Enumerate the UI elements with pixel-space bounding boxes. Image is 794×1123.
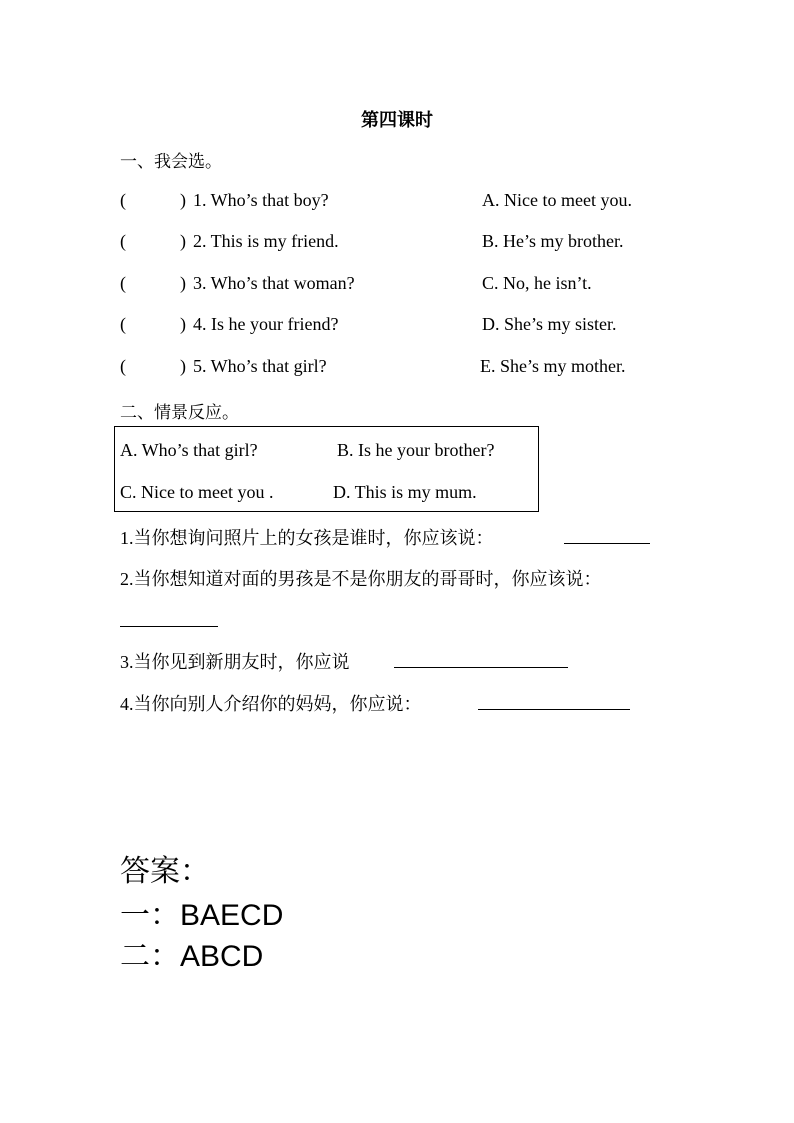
answer-paren-open: ( [120,356,126,376]
section2-heading: 二、情景反应。 [120,403,239,423]
answer-prefix: 二： [120,939,180,974]
answer-value: ABCD [180,940,264,973]
section1-heading: 一、我会选。 [120,152,222,172]
answer-line-2 [120,931,263,975]
question-row-3 [120,273,680,301]
question-number: 3. [120,652,134,672]
option-text: E. She’s my mother. [480,356,626,376]
question-number: 1. [120,528,134,548]
question-row-4 [120,314,680,342]
answers-label: 答案： [120,854,210,889]
answer-paren-close: ) [180,190,186,210]
answer-blank-2[interactable] [120,626,218,627]
question-row-1 [120,190,680,218]
answer-paren-open: ( [120,314,126,334]
question-number: 4. [120,694,134,714]
option-text: D. She’s my sister. [482,314,617,334]
page-title: 第四课时 [361,110,433,131]
answer-blank-4[interactable] [478,709,630,710]
answer-paren-close: ) [180,273,186,293]
answer-paren-open: ( [120,273,126,293]
option-text: B. He’s my brother. [482,231,624,251]
box-option-d: D. This is my mum. [333,482,477,502]
option-text: C. No, he isn’t. [482,273,592,293]
situation-question-1 [120,524,494,550]
question-text: 当你想询问照片上的女孩是谁时，你应该说： [133,528,494,549]
question-text: 2. This is my friend. [193,231,339,251]
answer-paren-close: ) [180,314,186,334]
answer-paren-open: ( [120,190,126,210]
situation-question-2 [120,565,602,591]
question-text: 当你向别人介绍你的妈妈，你应说： [133,694,422,715]
question-text: 当你见到新朋友时，你应说 [133,652,350,673]
answer-paren-open: ( [120,231,126,251]
question-text: 4. Is he your friend? [193,314,339,334]
answer-blank-3[interactable] [394,667,568,668]
answer-prefix: 一： [120,898,180,933]
answer-line-1 [120,890,283,934]
situation-question-4 [120,690,422,716]
question-row-5 [120,356,680,384]
option-text: A. Nice to meet you. [482,190,632,210]
question-row-2 [120,231,680,259]
question-text: 1. Who’s that boy? [193,190,329,210]
answer-blank-1[interactable] [564,543,650,544]
answer-paren-close: ) [180,231,186,251]
options-box [114,426,539,512]
answer-paren-close: ) [180,356,186,376]
box-option-b: B. Is he your brother? [337,440,495,460]
question-text: 3. Who’s that woman? [193,273,355,293]
situation-question-3 [120,648,350,674]
question-text: 当你想知道对面的男孩是不是你朋友的哥哥时，你应该说： [133,569,602,590]
answer-value: BAECD [180,899,284,932]
question-text: 5. Who’s that girl? [193,356,327,376]
question-number: 2. [120,569,134,589]
box-option-c: C. Nice to meet you . [120,482,274,502]
box-option-a: A. Who’s that girl? [120,440,258,460]
